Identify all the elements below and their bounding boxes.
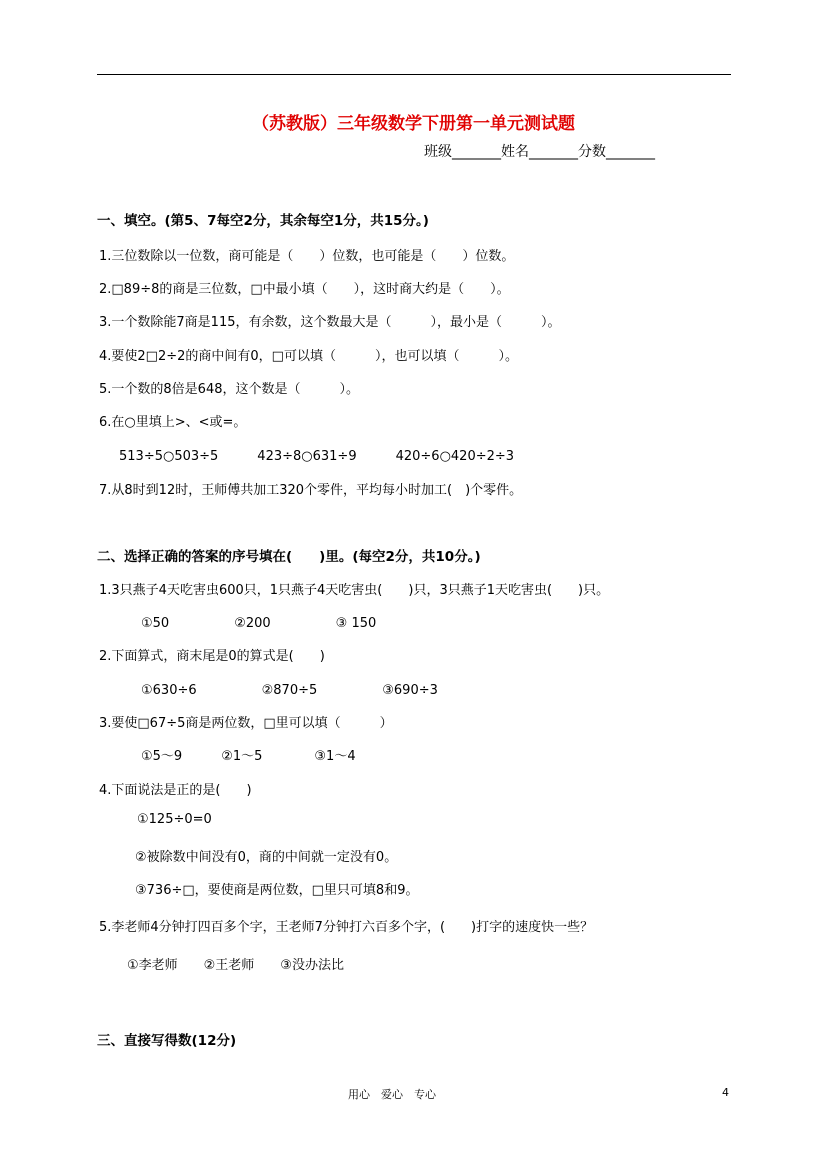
question-1-4: 4.要使2□2÷2的商中间有0，□可以填（ ），也可以填（ ）。 [99, 349, 518, 364]
options-2-2: ①630÷6 ②870÷5 ③690÷3 [141, 683, 438, 698]
question-2-1: 1.3只燕子4天吃害虫600只，1只燕子4天吃害虫( )只，3只燕子1天吃害虫( )只。 [99, 583, 610, 598]
question-1-7: 7.从8时到12时，王师傅共加工320个零件，平均每小时加工( )个零件。 [99, 483, 523, 498]
question-2-5: 5.李老师4分钟打四百多个字，王老师7分钟打六百多个字，( )打字的速度快一些？ [99, 920, 594, 935]
question-2-4: 4.下面说法是正的是( ) [99, 783, 252, 798]
question-1-5: 5.一个数的8倍是648，这个数是（ ）。 [99, 382, 359, 397]
question-1-1: 1.三位数除以一位数，商可能是（ ）位数，也可能是（ ）位数。 [99, 249, 515, 264]
section1-heading: 一、填空。(第5、7每空2分，其余每空1分，共15分。) [97, 213, 429, 229]
question-1-3: 3.一个数除能7商是115，有余数，这个数最大是（ ），最小是（ ）。 [99, 315, 561, 330]
document-title: （苏教版）三年级数学下册第一单元测试题 [252, 114, 575, 134]
question-2-2: 2.下面算式，商末尾是0的算式是( ) [99, 649, 325, 664]
student-info-line: 班级_______姓名_______分数_______ [424, 144, 655, 160]
options-2-1: ①50 ②200 ③ 150 [141, 616, 377, 631]
question-1-2: 2.□89÷8的商是三位数，□中最小填（ ），这时商大约是（ ）。 [99, 282, 510, 297]
footer-motto: 用心 爱心 专心 [348, 1088, 436, 1101]
comparison-problems: 513÷5○503÷5 423÷8○631÷9 420÷6○420÷2÷3 [119, 449, 515, 464]
options-2-3: ①5～9 ②1～5 ③1～4 [141, 749, 356, 764]
page-number: 4 [722, 1086, 729, 1099]
question-1-6: 6.在○里填上>、<或=。 [99, 415, 247, 430]
option-2-4-1: ①125÷0=0 [137, 812, 212, 827]
options-2-5: ①李老师 ②王老师 ③没办法比 [127, 958, 344, 973]
section2-heading: 二、选择正确的答案的序号填在( )里。(每空2分，共10分。) [97, 549, 481, 565]
header-rule [97, 74, 731, 75]
option-2-4-3: ③736÷□，要使商是两位数，□里只可填8和9。 [135, 883, 419, 898]
section3-heading: 三、直接写得数(12分) [97, 1033, 237, 1049]
option-2-4-2: ②被除数中间没有0，商的中间就一定没有0。 [135, 850, 398, 865]
question-2-3: 3.要使□67÷5商是两位数，□里可以填（ ） [99, 716, 393, 731]
